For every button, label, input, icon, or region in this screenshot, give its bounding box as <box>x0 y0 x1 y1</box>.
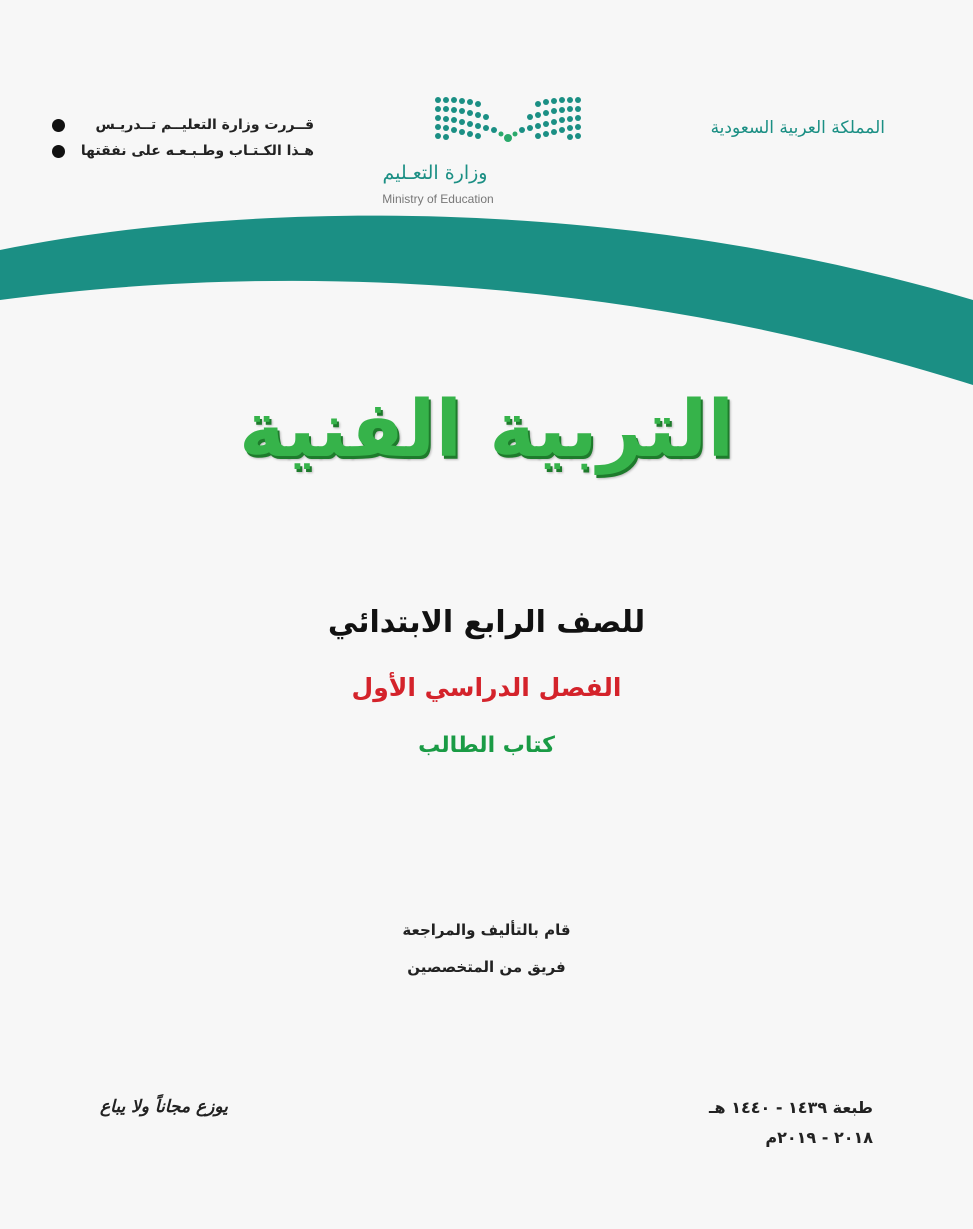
grade-level: للصف الرابع الابتدائي <box>327 605 646 640</box>
kingdom-name: المملكة العربية السعودية <box>710 118 885 138</box>
edition-gregorian: ٢٠١٨ - ٢٠١٩م <box>765 1128 873 1147</box>
edition-info <box>709 1093 873 1153</box>
ministry-name-english: Ministry of Education <box>382 192 494 206</box>
decree-text-2: هـذا الكـتـاب وطـبـعـه على نفقتها <box>80 143 314 159</box>
decree-line <box>52 112 314 138</box>
ministry-name-arabic: وزارة التعـليم <box>382 162 488 184</box>
ministry-dots-icon <box>433 92 583 152</box>
free-distribution-note: يوزع مجاناً ولا يباع <box>100 1097 228 1117</box>
edition-hijri: طبعة ١٤٣٩ - ١٤٤٠ هـ <box>709 1098 873 1117</box>
authors-credit <box>0 912 973 986</box>
ministry-decree <box>52 112 314 164</box>
semester: الفصل الدراسي الأول <box>351 673 622 702</box>
teal-arc-band <box>0 205 973 395</box>
decree-text-1: قــررت وزارة التعليــم تــدريـس <box>95 117 314 133</box>
credit-line-2: فريق من المتخصصين <box>407 958 566 976</box>
ministry-logo <box>355 92 585 212</box>
decree-line <box>52 138 314 164</box>
bullet-dots-icon <box>52 119 65 132</box>
credit-line-1: قام بالتأليف والمراجعة <box>402 921 571 939</box>
book-title: التربية الفنية <box>238 385 735 475</box>
bullet-dots-icon <box>52 145 65 158</box>
book-type: كتاب الطالب <box>418 733 555 758</box>
